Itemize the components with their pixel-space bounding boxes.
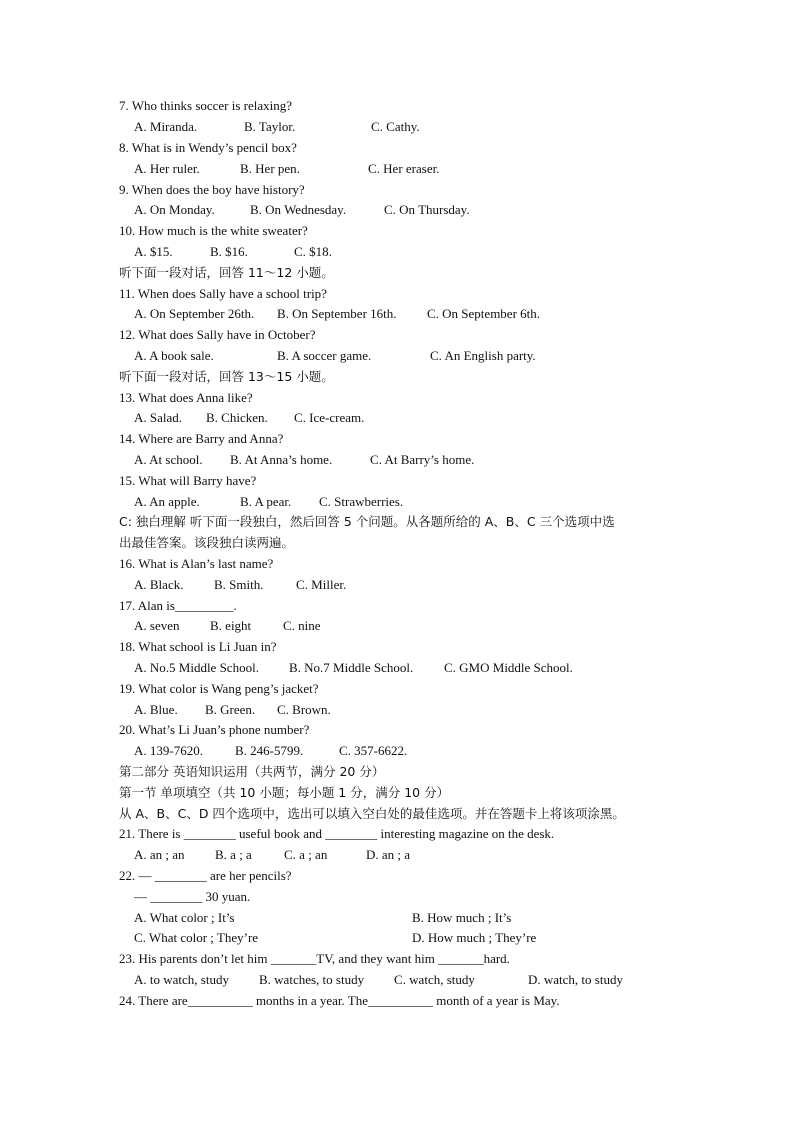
options-8 <box>134 161 440 177</box>
option-a: A. to watch, study <box>134 972 229 987</box>
option-c: C. Strawberries. <box>319 494 404 509</box>
option-c: C. On Thursday. <box>384 202 470 217</box>
option-c: C. On September 6th. <box>427 306 541 321</box>
option-c: C. a ; an <box>284 847 328 862</box>
option-c: C. What color ; They’re <box>134 930 259 945</box>
option-a: A. On Monday. <box>134 202 215 217</box>
option-a: A. On September 26th. <box>134 306 255 321</box>
option-b: B. A soccer game. <box>277 348 372 363</box>
question-22: 22. — ________ are her pencils? <box>119 868 292 883</box>
question-21: 21. There is ________ useful book and ________ interesting magazine on the desk. <box>119 826 555 841</box>
option-a: A. An apple. <box>134 494 200 509</box>
options-16 <box>134 577 347 593</box>
option-b: B. $16. <box>210 244 248 259</box>
option-d: D. an ; a <box>366 847 411 862</box>
option-a: A. A book sale. <box>134 348 214 363</box>
question-18: 18. What school is Li Juan in? <box>119 639 277 654</box>
question-19: 19. What color is Wang peng’s jacket? <box>119 681 319 696</box>
question-22-reply: — ________ 30 yuan. <box>134 889 251 904</box>
question-9: 9. When does the boy have history? <box>119 182 305 197</box>
part-c-instructions-cont: 出最佳答案。该段独白读两遍。 <box>119 535 295 550</box>
option-b: B. A pear. <box>240 494 292 509</box>
question-20: 20. What’s Li Juan’s phone number? <box>119 722 310 737</box>
option-a: A. Miranda. <box>134 119 198 134</box>
part-2-heading: 第二部分 英语知识运用（共两节，满分 20 分） <box>119 764 385 779</box>
option-b: B. On Wednesday. <box>250 202 347 217</box>
options-12 <box>134 348 536 364</box>
option-b: B. How much ; It’s <box>412 910 512 925</box>
question-24: 24. There are__________ months in a year. The__________ month of a year is May. <box>119 993 560 1008</box>
option-a: A. Her ruler. <box>134 161 200 176</box>
option-b: B. Taylor. <box>244 119 296 134</box>
question-17: 17. Alan is_________. <box>119 598 237 613</box>
options-13 <box>134 410 365 426</box>
option-b: B. Her pen. <box>240 161 300 176</box>
section-note-13-15: 听下面一段对话，回答 13～15 小题。 <box>119 369 334 384</box>
section-note-11-12: 听下面一段对话，回答 11～12 小题。 <box>119 265 334 280</box>
option-a: A. What color ; It’s <box>134 910 235 925</box>
section-1-instructions: 从 A、B、C、D 四个选项中，选出可以填入空白处的最佳选项。并在答题卡上将该项涂黑。 <box>119 806 625 821</box>
option-c: C. nine <box>283 618 321 633</box>
option-b: B. watches, to study <box>259 972 365 987</box>
option-c: C. An English party. <box>430 348 536 363</box>
question-7: 7. Who thinks soccer is relaxing? <box>119 98 293 113</box>
option-a: A. an ; an <box>134 847 185 862</box>
question-13: 13. What does Anna like? <box>119 390 253 405</box>
option-c: C. 357-6622. <box>339 743 408 758</box>
option-b: B. On September 16th. <box>277 306 397 321</box>
options-19 <box>134 702 331 718</box>
options-14 <box>134 452 475 468</box>
question-8: 8. What is in Wendy’s pencil box? <box>119 140 297 155</box>
part-c-instructions: C: 独白理解 听下面一段独白，然后回答 5 个问题。从各题所给的 A、B、C 三个选项中选 <box>119 514 615 529</box>
option-c: C. $18. <box>294 244 332 259</box>
options-9 <box>134 202 470 218</box>
question-12: 12. What does Sally have in October? <box>119 327 316 342</box>
options-20 <box>134 743 408 759</box>
option-b: B. At Anna’s home. <box>230 452 333 467</box>
option-a: A. Black. <box>134 577 184 592</box>
option-b: B. eight <box>210 618 252 633</box>
option-b: B. No.7 Middle School. <box>289 660 414 675</box>
option-c: C. Ice-cream. <box>294 410 365 425</box>
section-1-heading: 第一节 单项填空（共 10 小题；每小题 1 分，满分 10 分） <box>119 785 450 800</box>
option-a: A. No.5 Middle School. <box>134 660 259 675</box>
option-c: C. Cathy. <box>371 119 420 134</box>
question-15: 15. What will Barry have? <box>119 473 257 488</box>
options-23 <box>134 972 623 988</box>
option-a: A. seven <box>134 618 180 633</box>
options-22-row1 <box>134 910 512 926</box>
options-22-row2 <box>134 930 537 946</box>
option-b: B. Chicken. <box>206 410 268 425</box>
option-d: D. How much ; They’re <box>412 930 537 945</box>
question-11: 11. When does Sally have a school trip? <box>119 286 327 301</box>
question-23: 23. His parents don’t let him _______TV, and they want him _______hard. <box>119 951 510 966</box>
option-c: C. Miller. <box>296 577 347 592</box>
options-10 <box>134 244 332 260</box>
option-c: C. At Barry’s home. <box>370 452 475 467</box>
option-c: C. Brown. <box>277 702 331 717</box>
option-a: A. $15. <box>134 244 173 259</box>
option-a: A. 139-7620. <box>134 743 203 758</box>
options-11 <box>134 306 541 322</box>
question-14: 14. Where are Barry and Anna? <box>119 431 284 446</box>
question-10: 10. How much is the white sweater? <box>119 223 308 238</box>
options-21 <box>134 847 411 863</box>
option-b: B. 246-5799. <box>235 743 304 758</box>
option-b: B. Green. <box>205 702 256 717</box>
option-d: D. watch, to study <box>528 972 623 987</box>
options-18 <box>134 660 573 676</box>
option-b: B. a ; a <box>215 847 252 862</box>
options-15 <box>134 494 404 510</box>
option-a: A. Blue. <box>134 702 178 717</box>
question-16: 16. What is Alan’s last name? <box>119 556 274 571</box>
option-a: A. Salad. <box>134 410 183 425</box>
options-7 <box>134 119 420 135</box>
option-c: C. Her eraser. <box>368 161 440 176</box>
option-b: B. Smith. <box>214 577 264 592</box>
options-17 <box>134 618 321 634</box>
option-a: A. At school. <box>134 452 203 467</box>
option-c: C. watch, study <box>394 972 475 987</box>
option-c: C. GMO Middle School. <box>444 660 573 675</box>
